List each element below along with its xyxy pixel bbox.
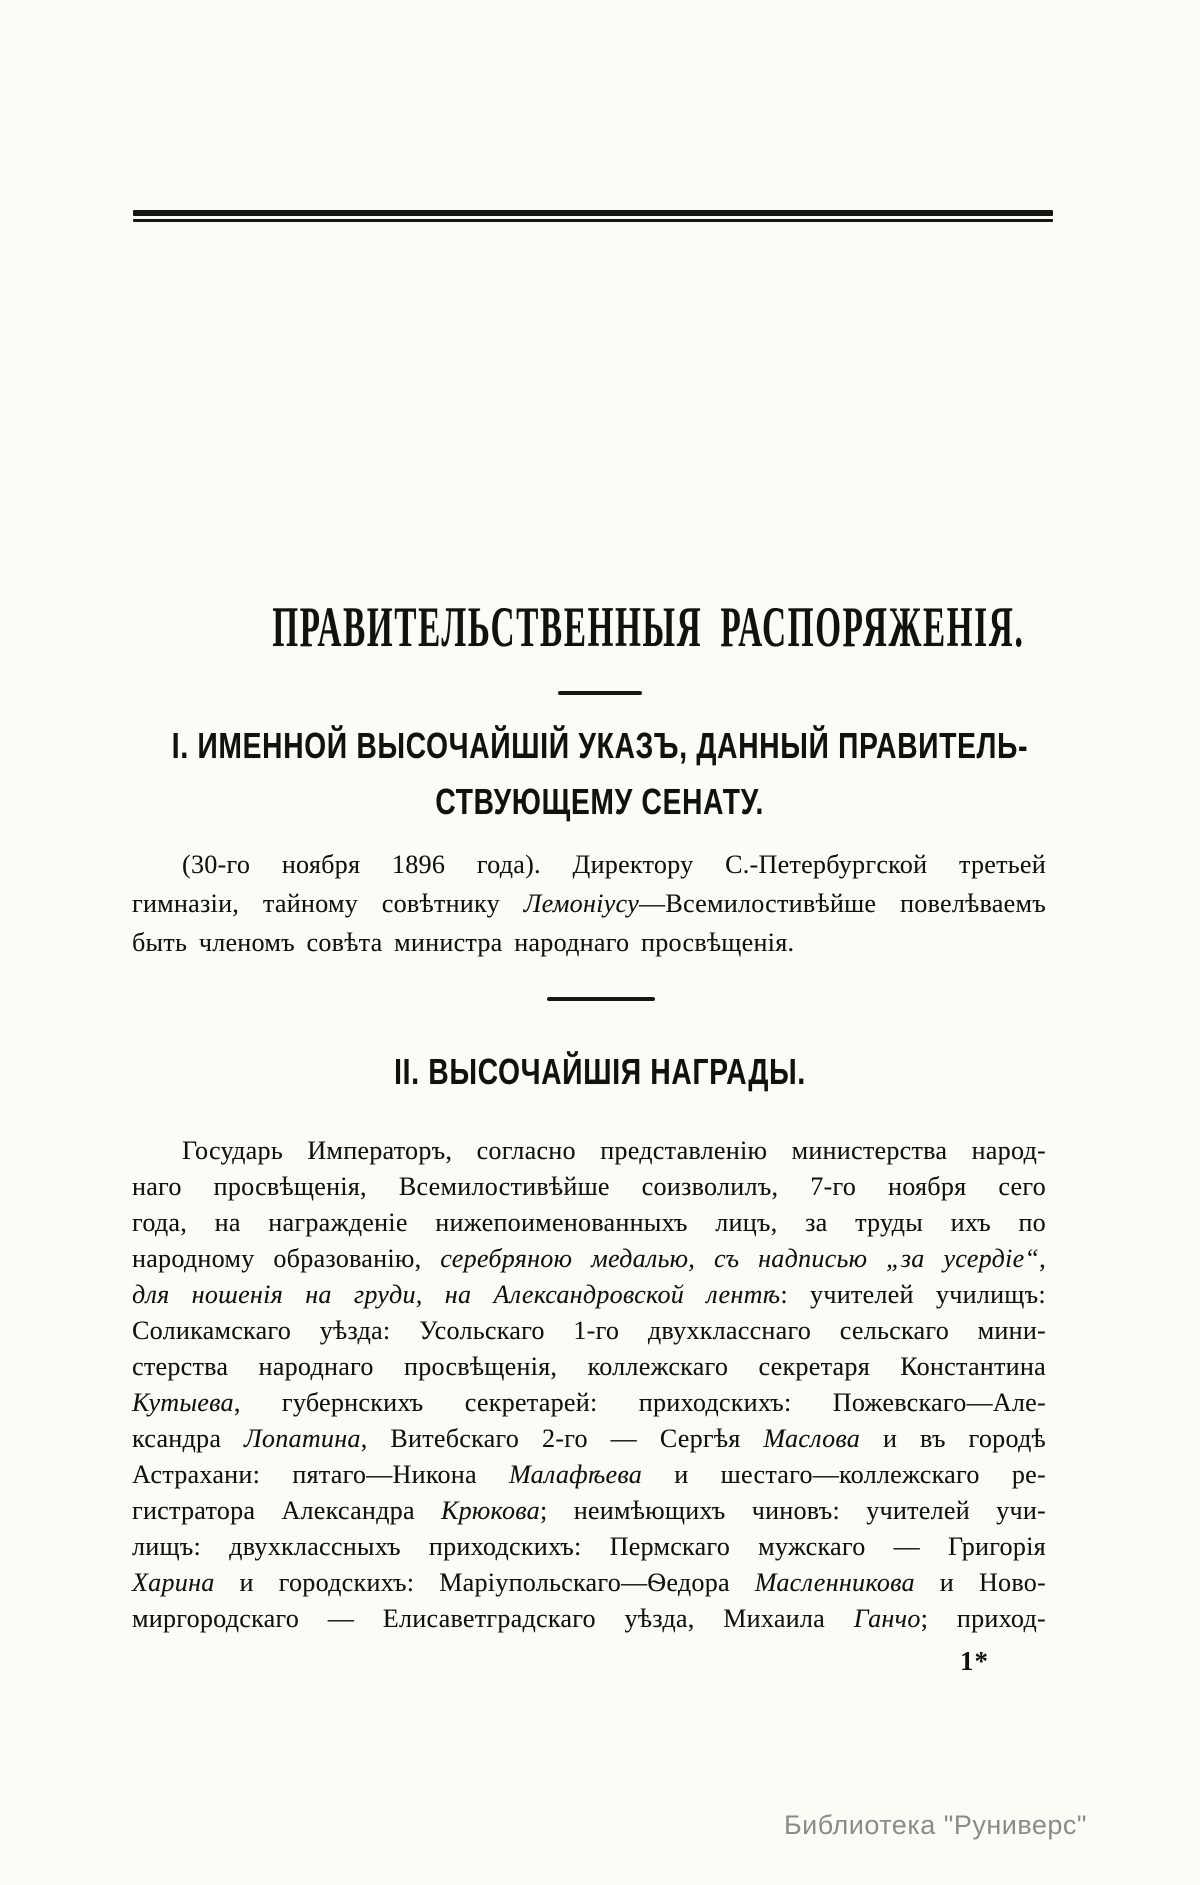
rule-thin-line [133, 219, 1053, 222]
text-line: народному образованію, серебряною медалью, съ надписью „за усердіе“, [132, 1244, 1046, 1273]
title-divider [558, 691, 642, 695]
rule-thick-line [133, 210, 1053, 216]
text-line: Астрахани: пятаго—Никона Малафѣева и шестаго—коллежскаго ре- [132, 1460, 1046, 1489]
section-1-heading-line-1: І. ИМЕННОЙ ВЫСОЧАЙШІЙ УКАЗЪ, ДАННЫЙ ПРАВИТЕЛЬ- [171, 725, 1029, 766]
section-1-paragraph [132, 845, 1046, 962]
text-line: лищъ: двухклассныхъ приходскихъ: Пермскаго мужскаго — Григорія [132, 1532, 1046, 1561]
library-watermark: Библиотека "Руниверс" [783, 1810, 1087, 1840]
header-double-rule [133, 210, 1053, 222]
text-line: наго просвѣщенія, Всемилостивѣйше соизволилъ, 7-го ноября сего [132, 1172, 1046, 1201]
masthead [0, 597, 1200, 659]
text-line: стерства народнаго просвѣщенія, коллежскаго секретаря Константина [132, 1352, 1046, 1381]
text-line: миргородскаго — Елисаветградскаго уѣзда, Михаила Ганчо; приход- [132, 1604, 1046, 1633]
section-1-heading [0, 722, 1200, 834]
section-2-heading [0, 1048, 1200, 1104]
text-line: Кутыева, губернскихъ секретарей: приходскихъ: Пожевскаго—Але- [132, 1388, 1046, 1417]
text-line: (30-го ноября 1896 года). Директору С.-Петербургской третьей [182, 850, 1046, 879]
text-line: для ношенія на груди, на Александровской лентѣ: учителей училищъ: [132, 1280, 1046, 1309]
page-title: ПРАВИТЕЛЬСТВЕННЫЯ РАСПОРЯЖЕНІЯ. [272, 596, 1025, 659]
text-line: гимназіи, тайному совѣтнику Лемоніусу—Всемилостивѣйше повелѣваемъ [132, 889, 1046, 918]
section-1-heading-line-2: СТВУЮЩЕМУ СЕНАТУ. [435, 781, 765, 822]
text-line: года, на награжденіе нижепоименованныхъ лицъ, за труды ихъ по [132, 1208, 1046, 1237]
section-2-heading-line: ІІ. ВЫСОЧАЙШІЯ НАГРАДЫ. [394, 1051, 806, 1092]
signature-page-marker: 1* [960, 1646, 989, 1676]
text-line: Государь Императоръ, согласно представленію министерства народ- [182, 1136, 1046, 1165]
text-line: гистратора Александра Крюкова; неимѣющихъ чиновъ: учителей учи- [132, 1496, 1046, 1525]
section-2-paragraph [132, 1133, 1046, 1637]
text-line: быть членомъ совѣта министра народнаго просвѣщенія. [132, 928, 795, 957]
text-line: Соликамскаго уѣзда: Усольскаго 1-го двухкласснаго сельскаго мини- [132, 1316, 1046, 1345]
text-line: ксандра Лопатина, Витебскаго 2-го — Сергѣя Маслова и въ городѣ [132, 1424, 1046, 1453]
section-divider [547, 997, 655, 1001]
text-line: Харина и городскихъ: Маріупольскаго—Ѳедора Масленникова и Ново- [132, 1568, 1046, 1597]
